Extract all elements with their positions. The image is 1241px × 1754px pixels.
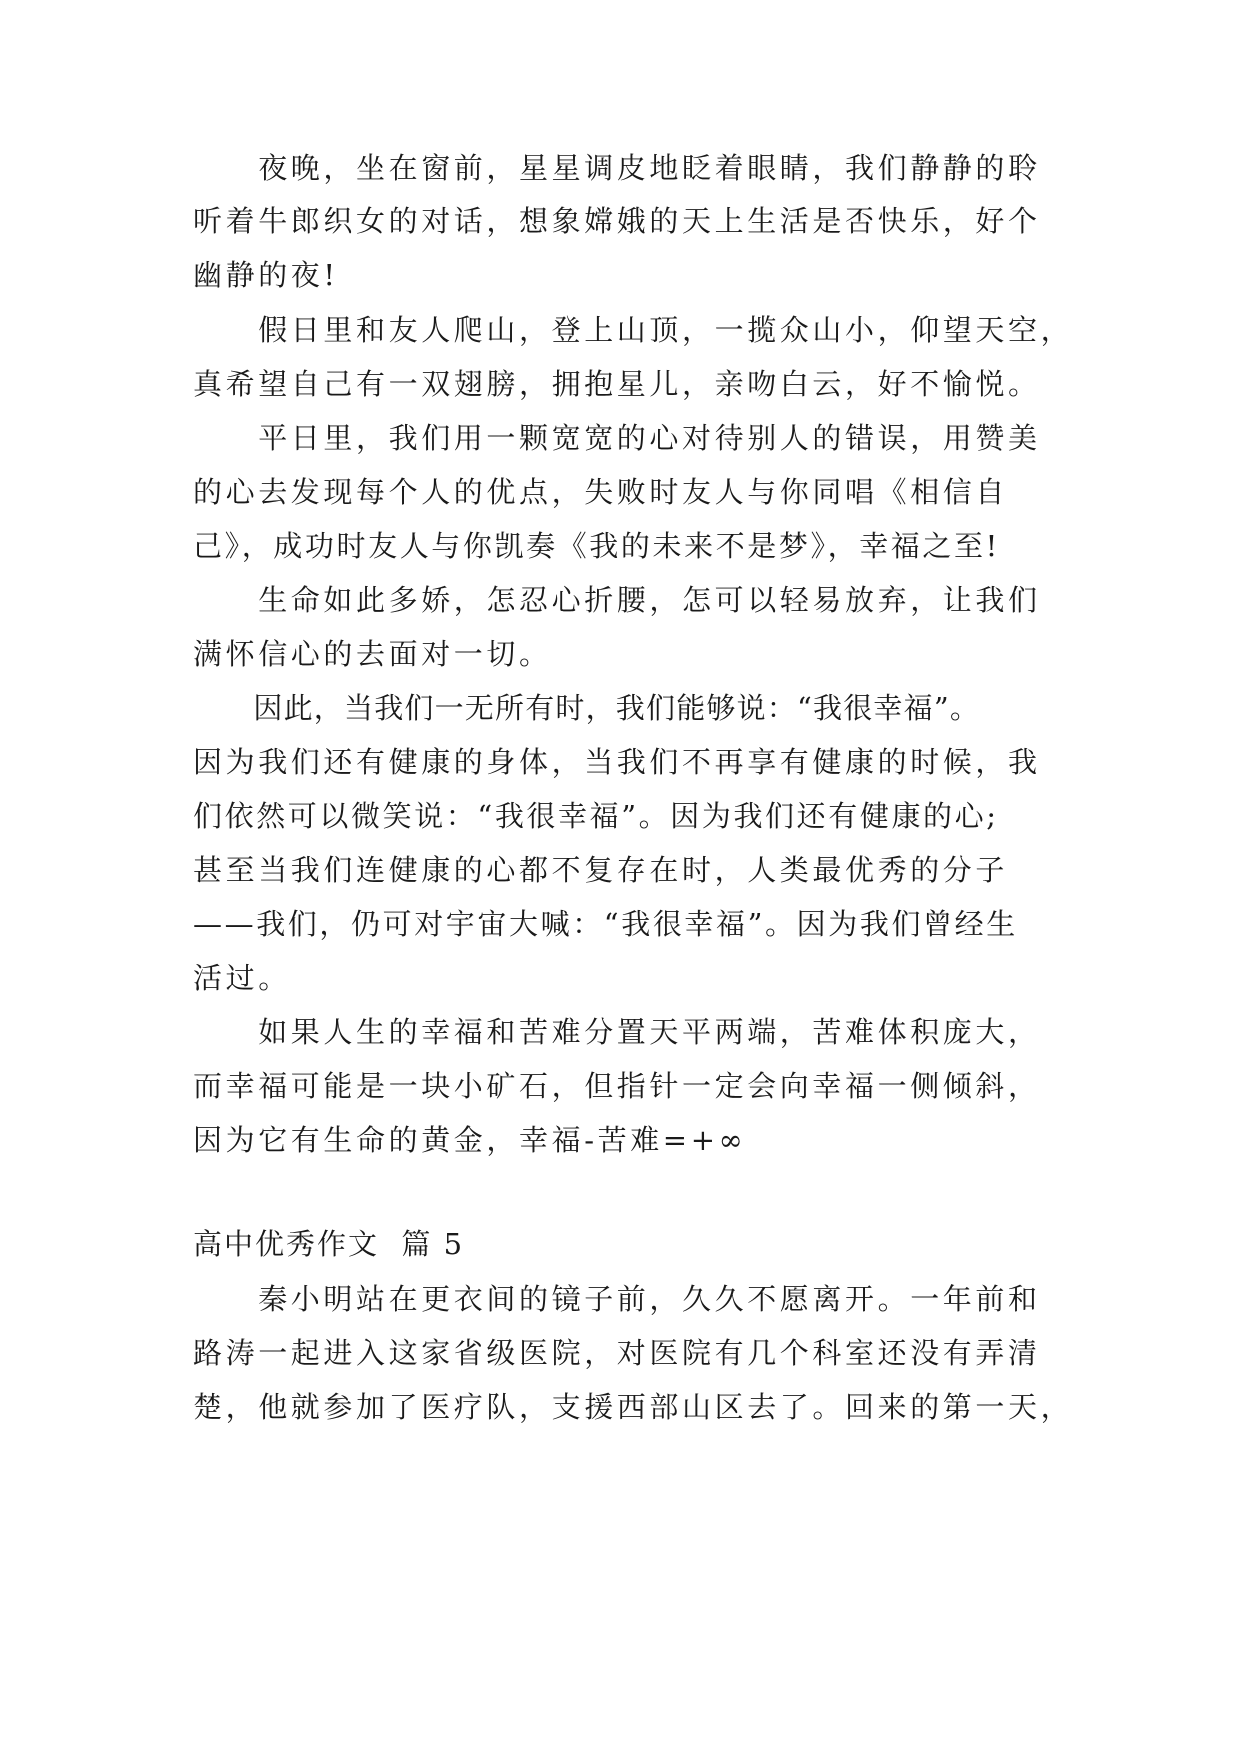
paragraph-line: 真希望自己有一双翅膀，拥抱星儿，亲吻白云，好不愉悦。: [193, 367, 1041, 401]
paragraph-line: 己》，成功时友人与你凯奏《我的未来不是梦》，幸福之至!: [193, 529, 1000, 563]
paragraph-line: 而幸福可能是一块小矿石，但指针一定会向幸福一侧倾斜，: [193, 1069, 1041, 1103]
paragraph-line: 甚至当我们连健康的心都不复存在时，人类最优秀的分子: [193, 853, 1009, 887]
paragraph-line: 楚，他就参加了医疗队，支援西部山区去了。回来的第一天，: [193, 1390, 1074, 1424]
paragraph-line: 路涛一起进入这家省级医院，对医院有几个科室还没有弄清: [193, 1336, 1041, 1370]
paragraph-line: 幽静的夜!: [193, 258, 339, 292]
paragraph-line: 们依然可以微笑说：“我很幸福”。因为我们还有健康的心;: [193, 799, 999, 833]
paragraph-line: 生命如此多娇，怎忍心折腰，怎可以轻易放弃，让我们: [193, 583, 1041, 617]
paragraph-line: 平日里，我们用一颗宽宽的心对待别人的错误，用赞美: [193, 421, 1041, 455]
paragraph-line: 假日里和友人爬山，登上山顶，一揽众山小，仰望天空，: [193, 313, 1074, 347]
paragraph-line: 因此，当我们一无所有时，我们能够说：“我很幸福”。: [193, 691, 981, 725]
paragraph-line: 秦小明站在更衣间的镜子前，久久不愿离开。一年前和: [193, 1282, 1041, 1316]
paragraph-line: 因为它有生命的黄金，幸福-苦难=+∞: [193, 1123, 747, 1157]
paragraph-line: 的心去发现每个人的优点，失败时友人与你同唱《相信自: [193, 475, 1009, 509]
paragraph-line: 满怀信心的去面对一切。: [193, 637, 552, 671]
paragraph-line: 因为我们还有健康的身体，当我们不再享有健康的时候，我: [193, 745, 1041, 779]
paragraph-line: 活过。: [193, 961, 291, 995]
paragraph-line: 如果人生的幸福和苦难分置天平两端，苦难体积庞大，: [193, 1015, 1041, 1049]
paragraph-line: 夜晚，坐在窗前，星星调皮地眨着眼睛，我们静静的聆: [193, 151, 1041, 185]
section-heading: 高中优秀作文 篇 5: [193, 1227, 465, 1261]
paragraph-line: ——我们，仍可对宇宙大喊：“我很幸福”。因为我们曾经生: [193, 907, 1018, 941]
paragraph-line: 听着牛郎织女的对话，想象嫦娥的天上生活是否快乐，好个: [193, 204, 1041, 238]
